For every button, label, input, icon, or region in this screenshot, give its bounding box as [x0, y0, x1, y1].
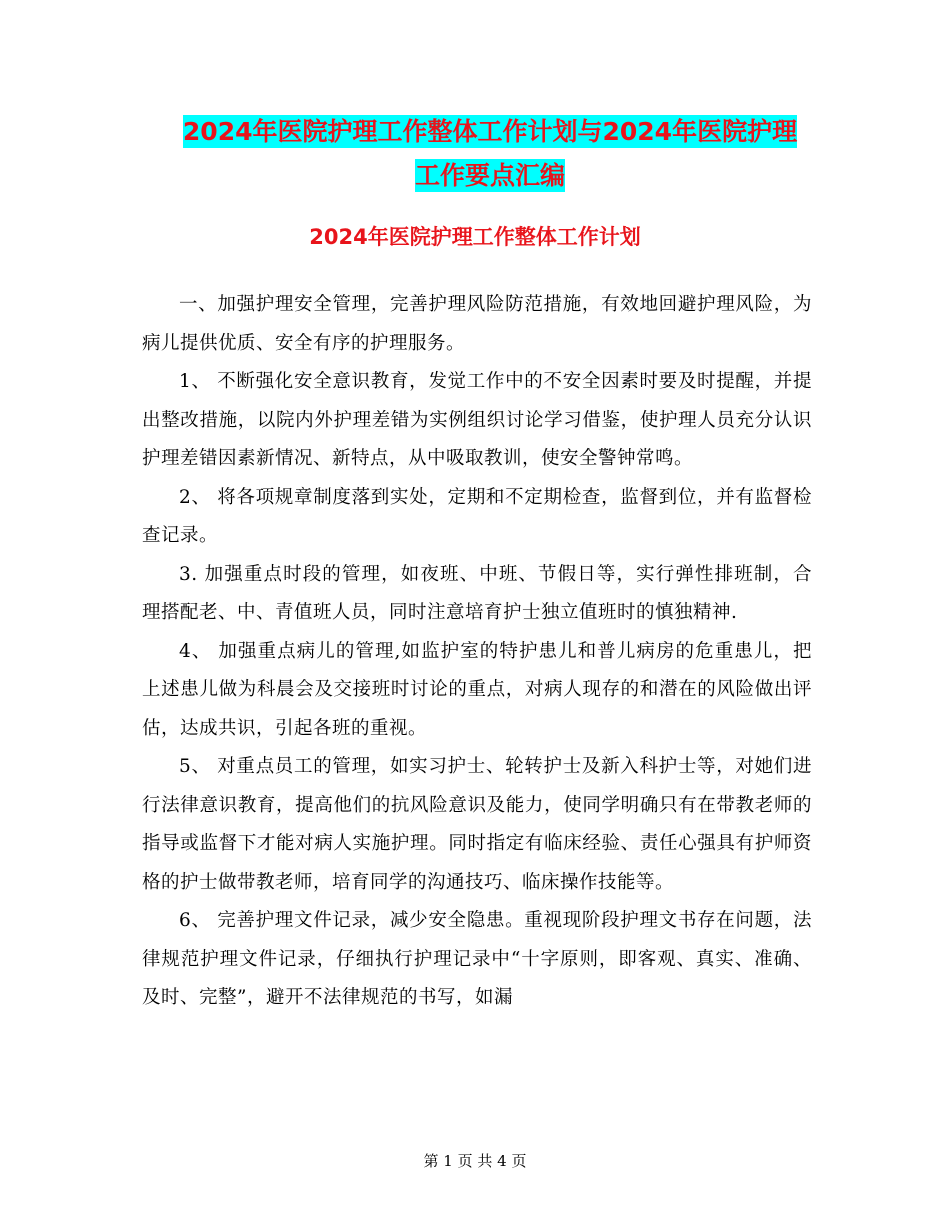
document-title-text-2: 工作要点汇编	[414, 161, 565, 190]
paragraph: 2、 将各项规章制度落到实处，定期和不定期检查，监督到位，并有监督检查记录。	[142, 486, 812, 546]
document-body	[142, 286, 812, 1018]
paragraph: 一、加强护理安全管理，完善护理风险防范措施，有效地回避护理风险，为病儿提供优质、安全有序的护理服务。	[142, 294, 812, 354]
page-footer	[0, 1150, 950, 1172]
paragraph: 6、 完善护理文件记录，减少安全隐患。重视现阶段护理文书存在问题，法律规范护理文件记录，仔细执行护理记录中“十字原则，即客观、真实、准确、及时、完整”，避开不法律规范的书写，如漏	[142, 910, 812, 1008]
document-title-line-2	[140, 154, 840, 198]
section-title: 2024年医院护理工作整体工作计划	[309, 225, 641, 249]
document-title-text-1: 2024年医院护理工作整体工作计划与2024年医院护理	[182, 117, 798, 146]
paragraph: 1、 不断强化安全意识教育，发觉工作中的不安全因素时要及时提醒，并提出整改措施，以院内外护理差错为实例组织讨论学习借鉴，使护理人员充分认识护理差错因素新情况、新特点，从中吸取教训，使安全警钟常鸣。	[142, 371, 812, 469]
document-title-line-1	[140, 110, 840, 154]
page-number-label: 第 1 页 共 4 页	[423, 1152, 527, 1170]
paragraph: 4、 加强重点病儿的管理,如监护室的特护患儿和普儿病房的危重患儿，把上述患儿做为科晨会及交接班时讨论的重点，对病人现存的和潜在的风险做出评估，达成共识，引起各班的重视。	[142, 640, 812, 739]
paragraph: 5、 对重点员工的管理，如实习护士、轮转护士及新入科护士等，对她们进行法律意识教育，提高他们的抗风险意识及能力，使同学明确只有在带教老师的指导或监督下才能对病人实施护理。同时指定有临床经验、责任心强具有护师资格的护士做带教老师，培育同学的沟通技巧、临床操作技能等。	[142, 756, 812, 893]
paragraph: 3. 加强重点时段的管理，如夜班、中班、节假日等，实行弹性排班制，合理搭配老、中、青值班人员，同时注意培育护士独立值班时的慎独精神.	[142, 563, 812, 623]
